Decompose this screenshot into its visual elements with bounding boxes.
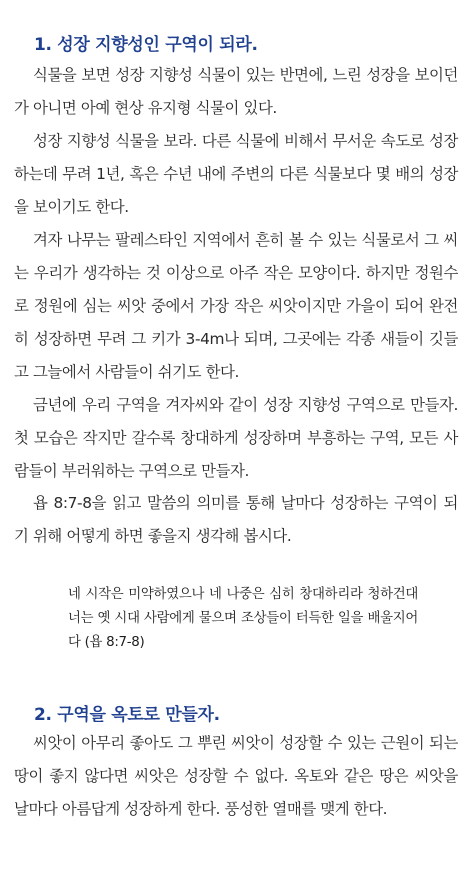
scripture-quote: 네 시작은 미약하였으나 네 나중은 심히 창대하리라 청하건대 너는 옛 시대 사람에게 물으며 조상들이 터득한 일을 배울지어다 (욥 8:7-8) xyxy=(68,587,418,650)
section-1-paragraph-3: 겨자 나무는 팔레스타인 지역에서 흔히 볼 수 있는 식물로서 그 씨는 우리가 생각하는 것 이상으로 아주 작은 모양이다. 하지만 정원수로 정원에 심는 씨앗 중에서 가장 작은 씨앗이지만 가을이 되어 완전히 성장하면 무려 그 키가 3-4m나 되며, 그곳에는 각종 새들이 깃들고 그늘에서 사람들이 쉬기도 한다. xyxy=(14,231,458,381)
section-1-paragraph-5: 욥 8:7-8을 읽고 말씀의 의미를 통해 날마다 성장하는 구역이 되기 위해 어떻게 하면 좋을지 생각해 봅시다. xyxy=(14,494,458,545)
section-2-paragraph-1: 씨앗이 아무리 좋아도 그 뿌린 씨앗이 성장할 수 있는 근원이 되는 땅이 좋지 않다면 씨앗은 성장할 수 없다. 옥토와 같은 땅은 씨앗을 날마다 아름답게 성장하게 한다. 풍성한 열매를 맺게 한다. xyxy=(14,734,458,818)
section-1-heading: 1. 성장 지향성인 구역이 되라. xyxy=(34,35,258,55)
section-1-paragraph-1: 식물을 보면 성장 지향성 식물이 있는 반면에, 느린 성장을 보이던가 아니면 아예 현상 유지형 식물이 있다. xyxy=(14,66,458,117)
section-2-heading: 2. 구역을 옥토로 만들자. xyxy=(34,705,220,725)
section-1-paragraph-4: 금년에 우리 구역을 겨자씨와 같이 성장 지향성 구역으로 만들자. 첫 모습은 작지만 갈수록 창대하게 성장하며 부흥하는 구역, 모든 사람들이 부러워하는 구역으로 만들자. xyxy=(14,396,458,480)
section-1-paragraph-2: 성장 지향성 식물을 보라. 다른 식물에 비해서 무서운 속도로 성장하는데 무려 1년, 혹은 수년 내에 주변의 다른 식물보다 몇 배의 성장을 보이기도 한다. xyxy=(14,132,458,216)
